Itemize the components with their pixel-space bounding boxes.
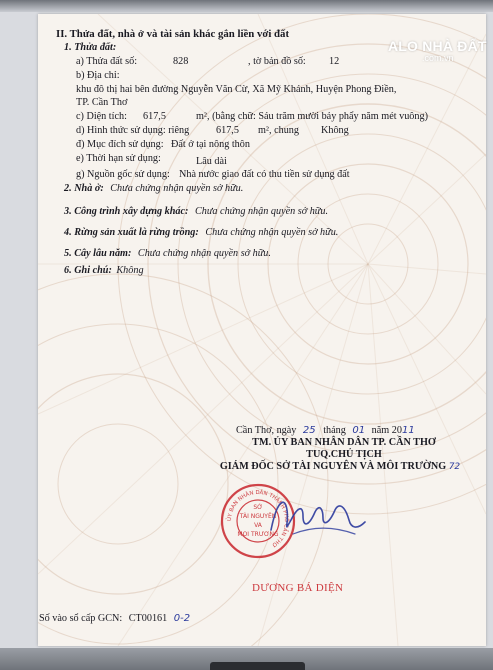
handwritten-signature [263, 490, 373, 546]
seal-outer-text: ỦY BAN NHÂN DÂN THÀNH PHỐ CẦN THƠ [226, 489, 290, 548]
scan-bottom-edge [0, 648, 493, 670]
address-line-2: TP. Cần Thơ [76, 97, 128, 108]
date-year-label: năm 20 [371, 425, 402, 436]
registry-value: CT00161 [128, 613, 168, 624]
initials-mark: 72 [448, 462, 461, 472]
parcel-number-value: 828 [173, 56, 189, 67]
area-label: c) Diện tích: [76, 111, 127, 122]
authority-line-2: TUQ.CHỦ TỊCH [306, 449, 382, 460]
house-label: 2. Nhà ở: [64, 183, 104, 194]
purpose-label: đ) Mục đích sử dụng: [76, 139, 164, 150]
house-row [64, 183, 243, 195]
map-sheet-value: 12 [329, 56, 340, 67]
notes-label: 6. Ghi chú: [64, 265, 112, 276]
perennial-row [64, 248, 271, 260]
certificate-page [38, 14, 486, 646]
notes-value: Không [116, 265, 144, 276]
watermark-sub: .com.vn [422, 53, 454, 63]
section-title: II. Thửa đất, nhà ở và tài sản khác gắn liền với đất [56, 28, 290, 40]
date-day: 25 [302, 425, 316, 436]
date-month-label: tháng [323, 425, 346, 436]
authority-line-1: TM. ỦY BAN NHÂN DÂN TP. CẦN THƠ [252, 437, 436, 448]
construction-value: Chưa chứng nhận quyền sở hữu. [194, 206, 328, 217]
forest-label: 4. Rừng sản xuất là rừng trồng: [64, 227, 199, 238]
seal-center-1: SỞ [253, 504, 263, 511]
construction-label: 3. Công trình xây dựng khác: [64, 206, 189, 217]
place-date-line [236, 425, 415, 437]
registry-label: Số vào sổ cấp GCN: [39, 613, 123, 624]
term-value: Lâu dài [196, 156, 227, 167]
origin-value: Nhà nước giao đất có thu tiền sử dụng đất [179, 169, 350, 180]
seal-center-4: MÔI TRƯỜNG [237, 531, 279, 538]
date-month: 01 [352, 425, 366, 436]
perennial-label: 5. Cây lâu năm: [64, 248, 132, 259]
scan-top-edge [0, 0, 493, 12]
house-value: Chưa chứng nhận quyền sở hữu. [110, 183, 244, 194]
authority-line-3-text: GIÁM ĐỐC SỞ TÀI NGUYÊN VÀ MÔI TRƯỜNG [219, 461, 447, 472]
usage-shared-label: m², chung [258, 125, 299, 136]
watermark-main: ALO NHÀ ĐẤT [388, 38, 487, 54]
construction-row [64, 206, 328, 218]
notes-row [64, 265, 144, 277]
usage-form-label: d) Hình thức sử dụng: riêng [76, 125, 190, 136]
usage-shared-value: Không [321, 125, 349, 136]
registry-note: 0-2 [173, 613, 191, 624]
signer-name: DƯƠNG BÁ DIỆN [252, 582, 344, 594]
purpose-value: Đất ở tại nông thôn [171, 139, 250, 150]
seal-center-2: TÀI NGUYÊN [239, 513, 277, 520]
scanner-clip [210, 662, 305, 670]
address-line-1: khu đô thị hai bên đường Nguyễn Văn Cừ, Xã Mỹ Khánh, Huyện Phong Điền, [76, 84, 397, 95]
map-sheet-label: , tờ bản đồ số: [248, 56, 306, 67]
seal-center-3: VÀ [254, 522, 262, 529]
address-label: b) Địa chỉ: [76, 70, 120, 81]
term-label: e) Thời hạn sử dụng: [76, 153, 161, 164]
perennial-value: Chưa chứng nhận quyền sở hữu. [137, 248, 271, 259]
land-heading: 1. Thửa đất: [64, 42, 117, 53]
place-date-prefix: Cần Thơ, ngày [236, 425, 297, 436]
watermark [388, 38, 493, 68]
area-in-words: m², (bằng chữ: Sáu trăm mười bảy phẩy năm mét vuông) [196, 111, 428, 122]
date-year: 11 [401, 425, 415, 436]
registry-line [39, 613, 190, 625]
area-value: 617,5 [143, 111, 166, 122]
forest-row [64, 227, 338, 239]
forest-value: Chưa chứng nhận quyền sở hữu. [205, 227, 339, 238]
authority-line-3 [216, 461, 464, 473]
parcel-number-label: a) Thửa đất số: [76, 56, 138, 67]
usage-private-value: 617,5 [216, 125, 239, 136]
origin-label: g) Nguồn gốc sử dụng: [76, 169, 170, 180]
signature-authority-block [219, 437, 464, 473]
